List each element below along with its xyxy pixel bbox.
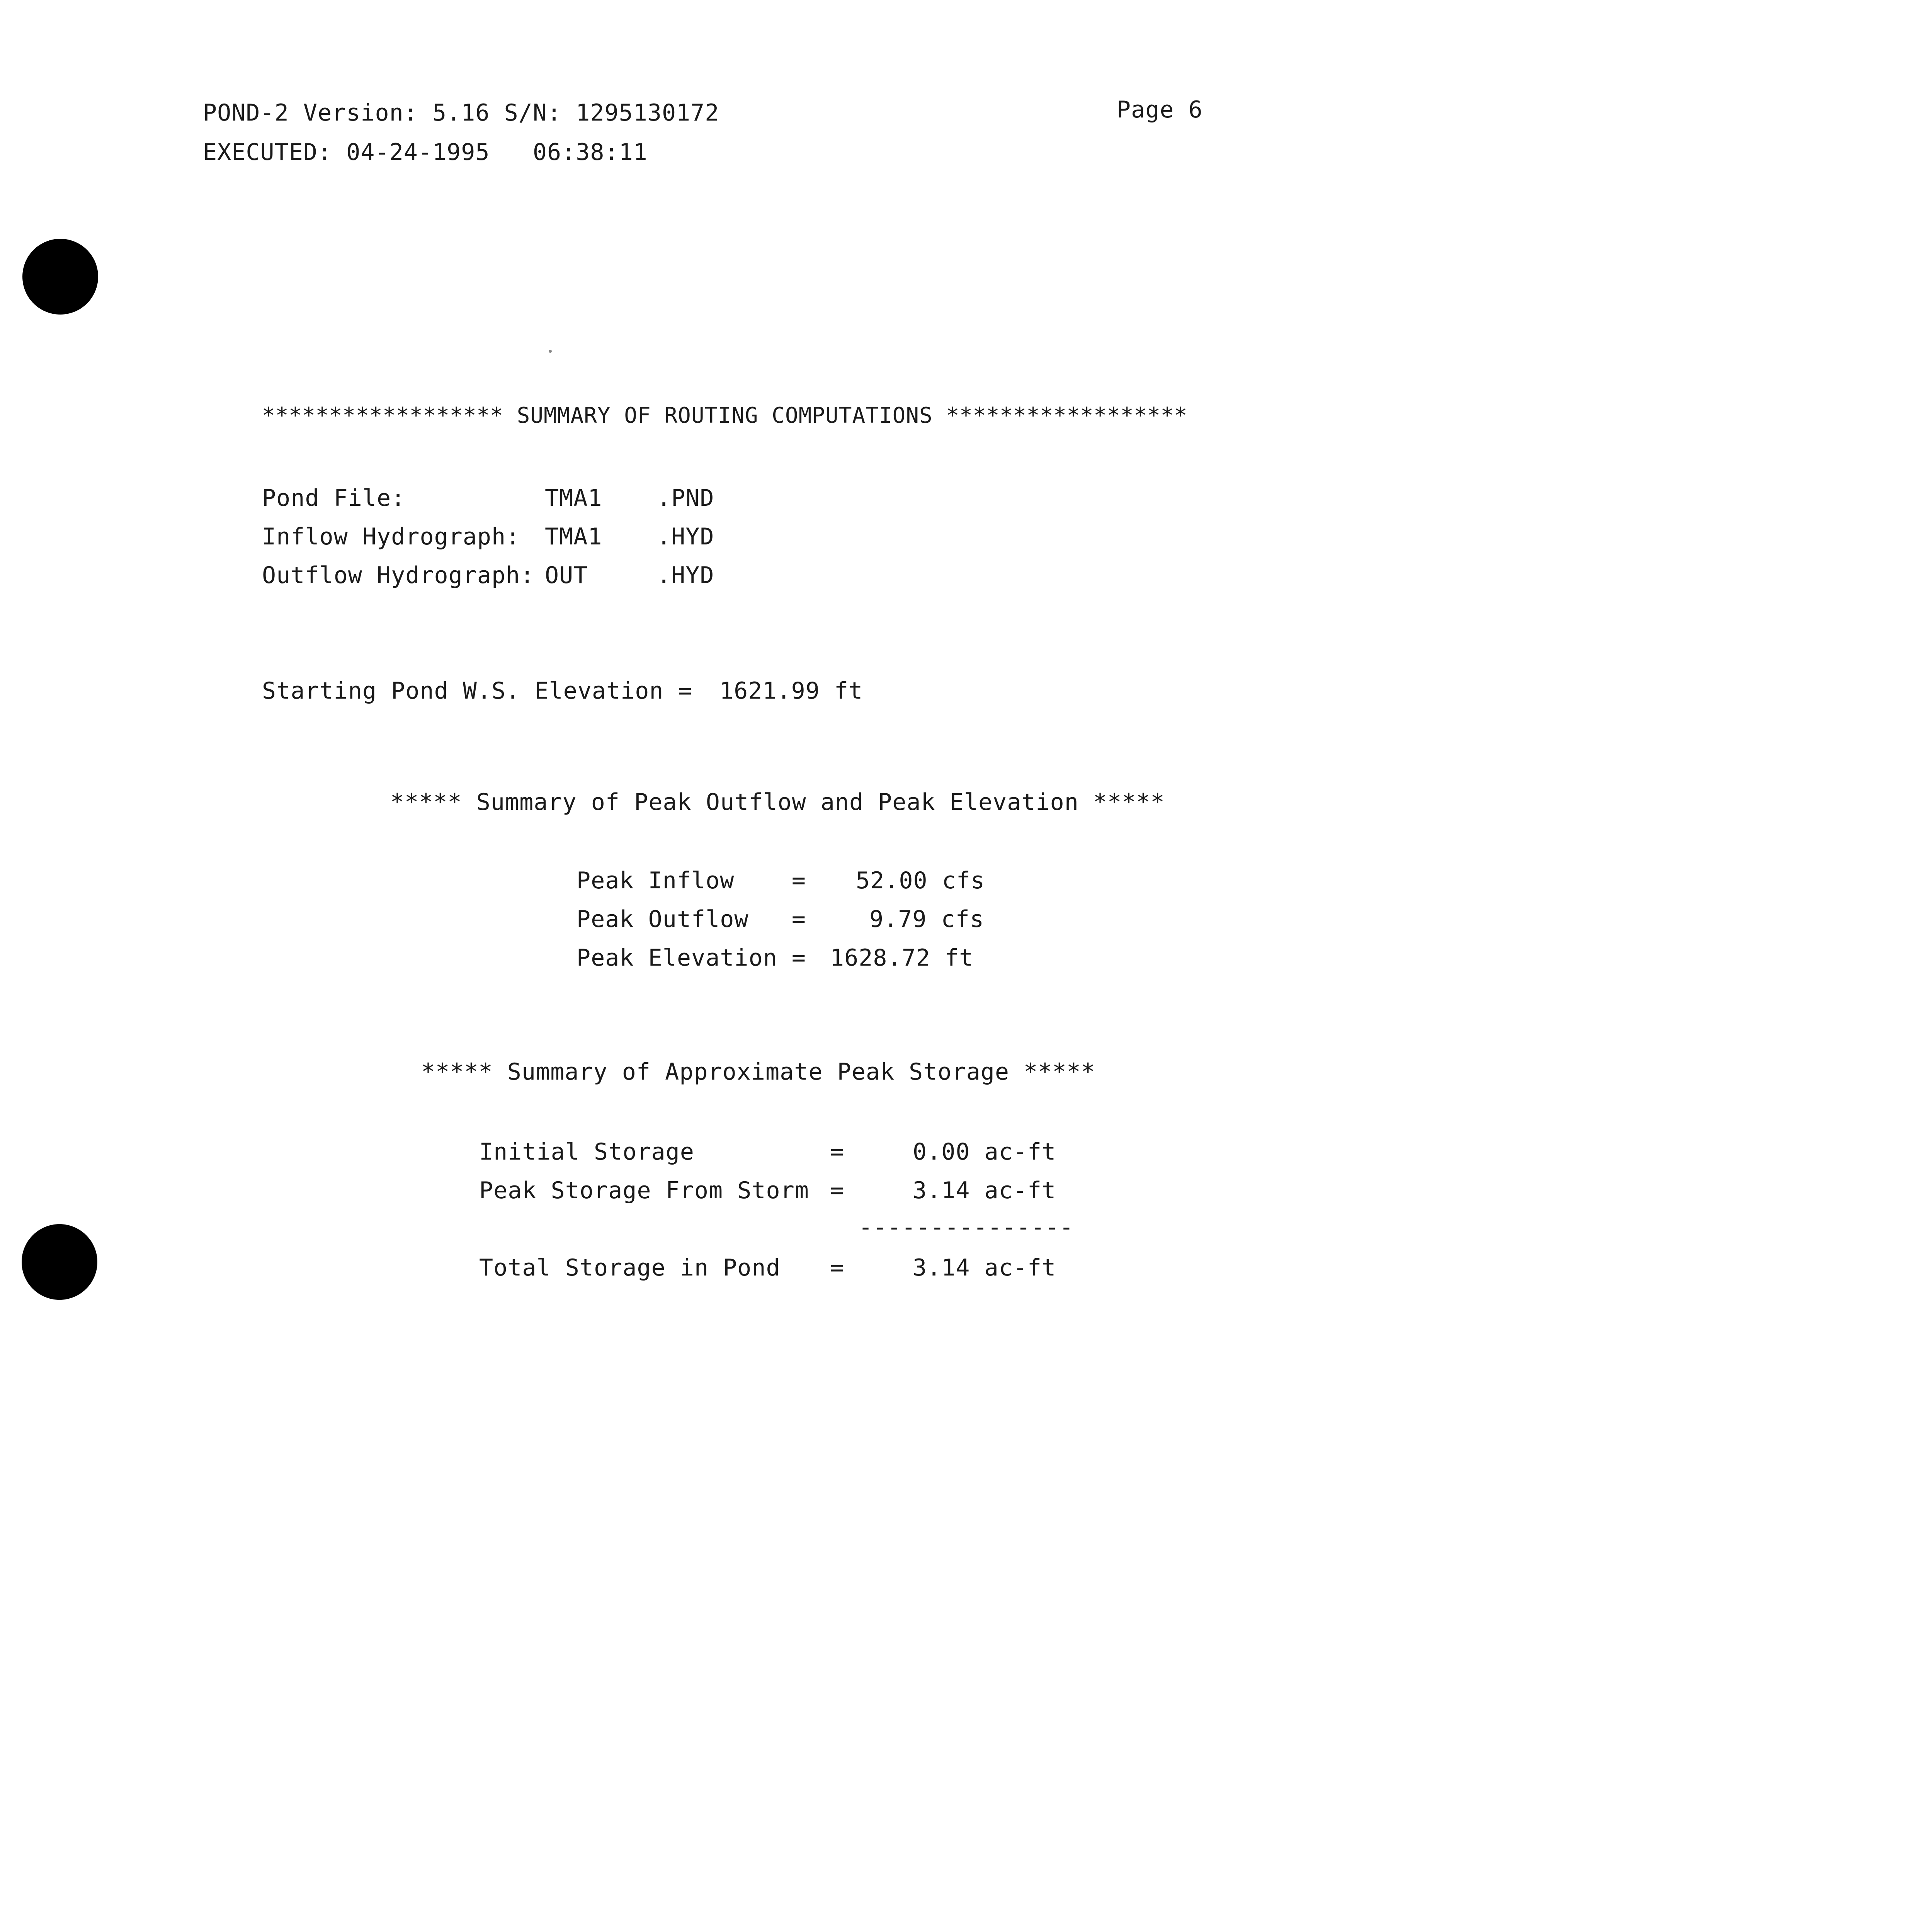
peak-elevation-value: 1628.72 ft xyxy=(830,944,974,971)
peak-storage-value: 3.14 ac-ft xyxy=(913,1177,1056,1204)
total-storage-value: 3.14 ac-ft xyxy=(913,1254,1056,1281)
executed-line: EXECUTED: 04-24-1995 06:38:11 xyxy=(203,139,648,166)
starting-elevation-value: 1621.99 ft xyxy=(719,677,863,704)
program-version-line: POND-2 Version: 5.16 S/N: 1295130172 xyxy=(203,99,719,126)
initial-storage-equals: = xyxy=(830,1138,845,1165)
peak-outflow-label: Peak Outflow = xyxy=(577,906,806,933)
total-storage-equals: = xyxy=(830,1254,845,1281)
total-storage-label: Total Storage in Pond xyxy=(479,1254,781,1281)
pond-file-ext: .PND xyxy=(657,485,714,512)
peak-inflow-label: Peak Inflow = xyxy=(577,867,806,894)
punch-hole-middle xyxy=(22,1224,97,1300)
scan-speck xyxy=(549,350,552,353)
punch-hole-top xyxy=(22,239,98,315)
pond-file-name: TMA1 xyxy=(545,485,602,512)
peak-storage-label: Peak Storage From Storm xyxy=(479,1177,809,1204)
peak-summary-heading: ***** Summary of Peak Outflow and Peak Elevation ***** xyxy=(390,789,1165,816)
storage-summary-heading: ***** Summary of Approximate Peak Storage ***** xyxy=(421,1058,1095,1085)
peak-outflow-value: 9.79 cfs xyxy=(869,906,984,933)
starting-elevation-label: Starting Pond W.S. Elevation = xyxy=(262,677,692,704)
page-label: Page 6 xyxy=(1117,96,1203,123)
inflow-hydrograph-label: Inflow Hydrograph: xyxy=(262,523,520,550)
routing-summary-banner: ****************** SUMMARY OF ROUTING COMPUTATIONS ****************** xyxy=(262,403,1188,428)
inflow-hydrograph-ext: .HYD xyxy=(657,523,714,550)
outflow-hydrograph-ext: .HYD xyxy=(657,562,714,589)
peak-storage-equals: = xyxy=(830,1177,845,1204)
outflow-hydrograph-label: Outflow Hydrograph: xyxy=(262,562,535,589)
storage-total-rule: --------------- xyxy=(859,1214,1074,1241)
initial-storage-label: Initial Storage xyxy=(479,1138,694,1165)
peak-inflow-value: 52.00 cfs xyxy=(856,867,985,894)
initial-storage-value: 0.00 ac-ft xyxy=(913,1138,1056,1165)
inflow-hydrograph-name: TMA1 xyxy=(545,523,602,550)
peak-elevation-label: Peak Elevation = xyxy=(577,944,806,971)
outflow-hydrograph-name: OUT xyxy=(545,562,588,589)
pond-file-label: Pond File: xyxy=(262,485,406,512)
